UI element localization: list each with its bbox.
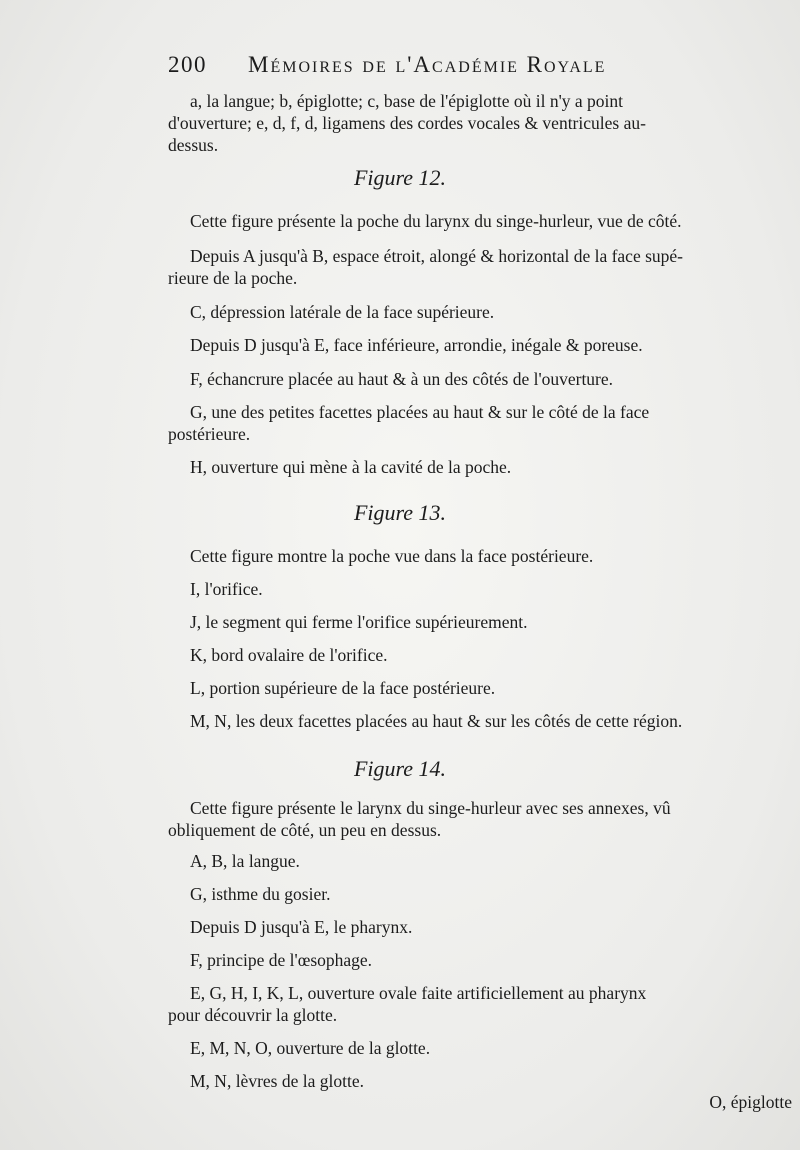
text-line: dessus. <box>168 135 219 155</box>
legend-line: Depuis D jusqu'à E, face inférieure, arrondie, inégale & poreuse. <box>190 335 643 355</box>
legend-line: obliquement de côté, un peu en dessus. <box>168 820 442 840</box>
legend-line: L, portion supérieure de la face postérieure. <box>190 678 496 698</box>
page-number: 200 <box>168 52 207 77</box>
legend-line: F, principe de l'œsophage. <box>190 950 373 970</box>
legend-line: Depuis D jusqu'à E, le pharynx. <box>190 917 413 937</box>
legend-line: F, échancrure placée au haut & à un des côtés de l'ouverture. <box>190 369 614 389</box>
legend-line: H, ouverture qui mène à la cavité de la poche. <box>190 457 512 477</box>
legend-line: Depuis A jusqu'à B, espace étroit, alongé & horizontal de la face supé- <box>190 246 683 266</box>
text-line: d'ouverture; e, d, f, d, ligamens des cordes vocales & ventricules au- <box>168 113 646 133</box>
legend-line: rieure de la poche. <box>168 268 298 288</box>
legend-line: C, dépression latérale de la face supérieure. <box>190 302 495 322</box>
legend-line: G, une des petites facettes placées au haut & sur le côté de la face <box>190 402 650 422</box>
legend-line: M, N, lèvres de la glotte. <box>190 1071 364 1091</box>
legend-line: A, B, la langue. <box>190 851 300 871</box>
figure-13-heading: Figure 13. <box>353 500 447 525</box>
legend-line: M, N, les deux facettes placées au haut & sur les côtés de cette région. <box>190 711 683 731</box>
legend-line: G, isthme du gosier. <box>190 884 331 904</box>
legend-line: Cette figure montre la poche vue dans la face postérieure. <box>190 546 594 566</box>
legend-line: E, M, N, O, ouverture de la glotte. <box>190 1038 431 1058</box>
catchword: O, épiglotte <box>709 1092 792 1112</box>
legend-line: J, le segment qui ferme l'orifice supérieurement. <box>190 612 528 632</box>
legend-line: I, l'orifice. <box>190 579 263 599</box>
figure-14-heading: Figure 14. <box>353 756 447 781</box>
legend-line: K, bord ovalaire de l'orifice. <box>190 645 388 665</box>
figure-12-heading: Figure 12. <box>353 165 447 190</box>
running-header <box>168 52 708 86</box>
legend-line: pour découvrir la glotte. <box>168 1005 338 1025</box>
text-line: a, la langue; b, épiglotte; c, base de l'épiglotte où il n'y a point <box>190 91 623 111</box>
legend-line: Cette figure présente le larynx du singe-hurleur avec ses annexes, vû <box>190 798 671 818</box>
intro-paragraph <box>168 90 793 156</box>
running-title: Mémoires de l'Académie Royale <box>248 52 607 77</box>
legend-line: Cette figure présente la poche du larynx du singe-hurleur, vue de côté. <box>190 211 682 231</box>
legend-line: postérieure. <box>168 424 251 444</box>
legend-line: E, G, H, I, K, L, ouverture ovale faite artificiellement au pharynx <box>190 983 647 1003</box>
